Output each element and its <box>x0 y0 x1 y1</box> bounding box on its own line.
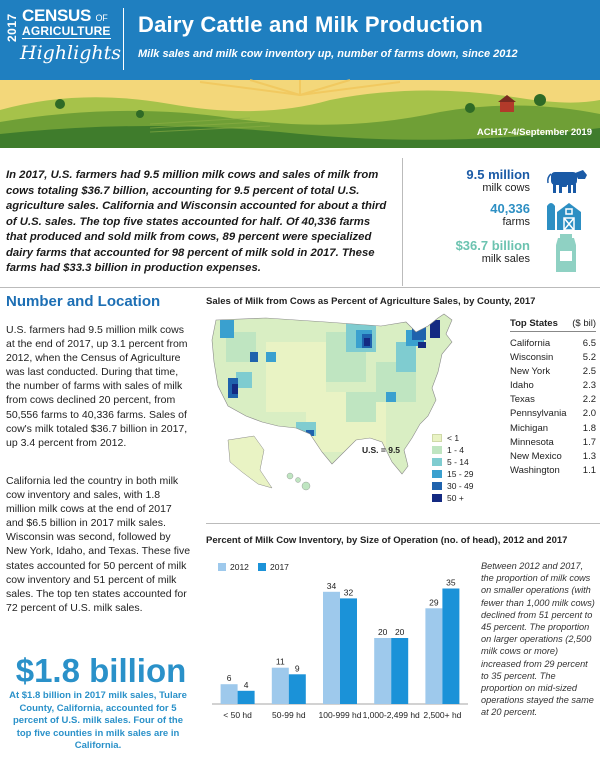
column-header-value: ($ bil) <box>572 318 596 329</box>
legend-swatch-2017 <box>258 563 266 571</box>
table-row <box>510 437 596 451</box>
map-title: Sales of Milk from Cows as Percent of Agriculture Sales, by County, 2017 <box>206 296 536 307</box>
bar-2017 <box>442 589 459 705</box>
legend-label: < 1 <box>447 433 460 443</box>
milk-carton-icon <box>555 233 577 273</box>
state-value: 5.2 <box>582 352 596 364</box>
state-value: 2.5 <box>582 366 596 378</box>
state-name: Texas <box>510 394 535 406</box>
legend-label: 50 + <box>447 493 464 503</box>
logo-of-word: OF <box>95 13 108 23</box>
legend-swatch <box>432 482 442 490</box>
top-states-table <box>510 318 596 479</box>
legend-label-2017: 2017 <box>270 562 289 572</box>
header-banner <box>0 0 600 148</box>
barn-icon <box>545 198 589 232</box>
legend-swatch <box>432 446 442 454</box>
logo-highlights: Highlights <box>20 42 121 64</box>
bar-value-label: 9 <box>294 663 300 674</box>
intro-summary: In 2017, U.S. farmers had 9.5 million milk cows and sales of milk from cows totaling $36.7 billion, accounting for 9.5 percent of total U.S. agriculture sales. California and Wisconsin accounted for about a third of U.S. sales. The top five states accounted for half. Of 40,336 farms that produced and sold milk from cows, 89 percent were specialized dairy farms that accounted for 98 percent of milk sold in 2017. These farms had $33.3 billion in production expenses. <box>6 169 387 274</box>
page-subtitle: Milk sales and milk cow inventory up, number of farms down, since 2012 <box>138 48 518 60</box>
callout-caption: At $1.8 billion in 2017 milk sales, Tulare County, California, accounted for 5 percent of U.S. milk sales. Four of the top five counties in milk sales are in California. <box>9 690 187 751</box>
x-tick-label: < 50 hd <box>223 710 252 720</box>
state-name: Pennsylvania <box>510 408 567 420</box>
table-row <box>510 423 596 437</box>
legend-item <box>432 480 473 492</box>
state-value: 1.7 <box>582 436 596 448</box>
x-tick-label: 2,500+ hd <box>423 710 462 720</box>
page-title: Dairy Cattle and Milk Production <box>138 12 484 37</box>
bar-value-label: 29 <box>429 597 439 608</box>
table-row <box>510 451 596 465</box>
x-tick-label: 1,000-2,499 hd <box>362 710 420 720</box>
legend-swatch <box>432 434 442 442</box>
section-heading: Number and Location <box>6 293 161 310</box>
state-value: 1.3 <box>582 450 596 462</box>
chart-side-note: Between 2012 and 2017, the proportion of milk cows on smaller operations (with fewer than 1,000 milk cows) declined from 51 percent to 45 percent. The proportion on larger operations (2,500 milk cows or more) increased from 29 percent to 35 percent. The proportion on mid-sized operations stayed the same at 20 percent. <box>481 561 595 718</box>
legend-swatch <box>432 458 442 466</box>
bar-value-label: 6 <box>226 673 232 684</box>
bar-2012 <box>221 684 238 704</box>
stat-value: $36.7 billion <box>455 238 530 253</box>
stat-label: milk cows <box>482 182 530 194</box>
bar-value-label: 20 <box>377 627 388 637</box>
stat-milk-sales <box>420 238 530 265</box>
publication-id: ACH17-4/September 2019 <box>476 127 592 138</box>
section-rule <box>0 287 600 288</box>
table-row <box>510 394 596 408</box>
bar-value-label: 35 <box>446 577 456 588</box>
x-tick-label: 100-999 hd <box>318 710 362 720</box>
bar-2012 <box>374 638 391 704</box>
legend-label-2012: 2012 <box>230 562 249 572</box>
state-value: 1.1 <box>582 464 596 476</box>
bar-2017 <box>289 674 306 704</box>
legend-item <box>432 456 473 468</box>
legend-label: 30 - 49 <box>447 481 474 491</box>
state-name: Washington <box>510 464 560 476</box>
cow-icon <box>545 165 589 195</box>
legend-item <box>432 432 473 444</box>
bar-value-label: 34 <box>326 580 337 591</box>
table-header <box>510 318 596 332</box>
bar-2017 <box>238 691 255 704</box>
bar-value-label: 4 <box>243 679 249 690</box>
legend-swatch <box>432 470 442 478</box>
stat-value: 9.5 million <box>466 167 530 182</box>
state-name: California <box>510 338 551 349</box>
bar-2012 <box>272 668 289 704</box>
table-row <box>510 352 596 366</box>
state-value: 2.2 <box>582 394 596 406</box>
section-rule <box>206 523 600 524</box>
state-name: New Mexico <box>510 450 562 462</box>
bar-2012 <box>323 592 340 704</box>
map-legend <box>432 432 473 504</box>
logo-census-word: CENSUS <box>22 6 92 25</box>
legend-item <box>432 492 473 504</box>
state-value: 2.0 <box>582 408 596 420</box>
body-paragraph-1: U.S. farmers had 9.5 million milk cows at the end of 2017, up 3.1 percent from 2012, when the Census of Agriculture was last conducted. During that time, the number of farms with sales of milk from cows declined 20 percent, from 50,556 farms to 40,336 farms. Sales of cow's milk totaled $36.7 billion in 2017, up 3.4 percent from 2012. <box>6 324 188 449</box>
stat-value: 40,336 <box>490 201 530 216</box>
us-average-note: U.S. = 9.5 <box>362 445 401 455</box>
stat-label: milk sales <box>481 253 530 265</box>
table-row <box>510 338 596 352</box>
callout-value: $1.8 billion <box>15 652 187 689</box>
bar-chart-title: Percent of Milk Cow Inventory, by Size of Operation (no. of head), 2012 and 2017 <box>206 535 568 546</box>
body-paragraph-2: California led the country in both milk cow inventory and sales, with 1.8 million milk cows at the end of 2017 and $6.5 billion in 2017 milk sales. Wisconsin was second, followed by New York, Idaho, and Texas. These five states accounted for 50 percent of milk cow inventory and 51 percent of milk sales. The top ten states accounted for 72 percent of U.S. milk sales. <box>6 475 191 614</box>
legend-item <box>432 444 473 456</box>
bar-value-label: 20 <box>394 627 405 637</box>
state-value: 2.3 <box>582 380 596 392</box>
stat-label: farms <box>502 216 530 228</box>
banner-divider <box>123 8 124 70</box>
legend-label: 5 - 14 <box>447 457 469 467</box>
bar-2012 <box>425 608 442 704</box>
state-value: 6.5 <box>582 338 596 349</box>
table-row <box>510 465 596 479</box>
legend-label: 1 - 4 <box>447 445 465 455</box>
census-logo <box>0 0 120 80</box>
table-row <box>510 408 596 422</box>
table-row <box>510 366 596 380</box>
table-row <box>510 380 596 394</box>
legend-swatch-2012 <box>218 563 226 571</box>
x-tick-label: 50-99 hd <box>272 710 306 720</box>
column-header-state: Top States <box>510 318 558 329</box>
stats-divider <box>402 158 403 286</box>
legend-swatch <box>432 494 442 502</box>
logo-agriculture: AGRICULTURE <box>22 24 111 38</box>
state-name: Idaho <box>510 380 534 392</box>
stat-milk-cows <box>420 167 530 194</box>
logo-year: 2017 <box>5 13 19 42</box>
legend-label: 15 - 29 <box>447 469 474 479</box>
state-name: Wisconsin <box>510 352 554 364</box>
bar-2017 <box>391 638 408 704</box>
bar-2017 <box>340 598 357 704</box>
state-value: 1.8 <box>582 422 596 434</box>
stat-farms <box>420 201 530 228</box>
bar-value-label: 32 <box>343 587 354 598</box>
state-name: Minnesota <box>510 436 554 448</box>
state-name: New York <box>510 366 551 378</box>
operation-size-bar-chart <box>206 552 476 752</box>
bar-value-label: 11 <box>275 656 285 667</box>
state-name: Michigan <box>510 422 549 434</box>
legend-item <box>432 468 473 480</box>
